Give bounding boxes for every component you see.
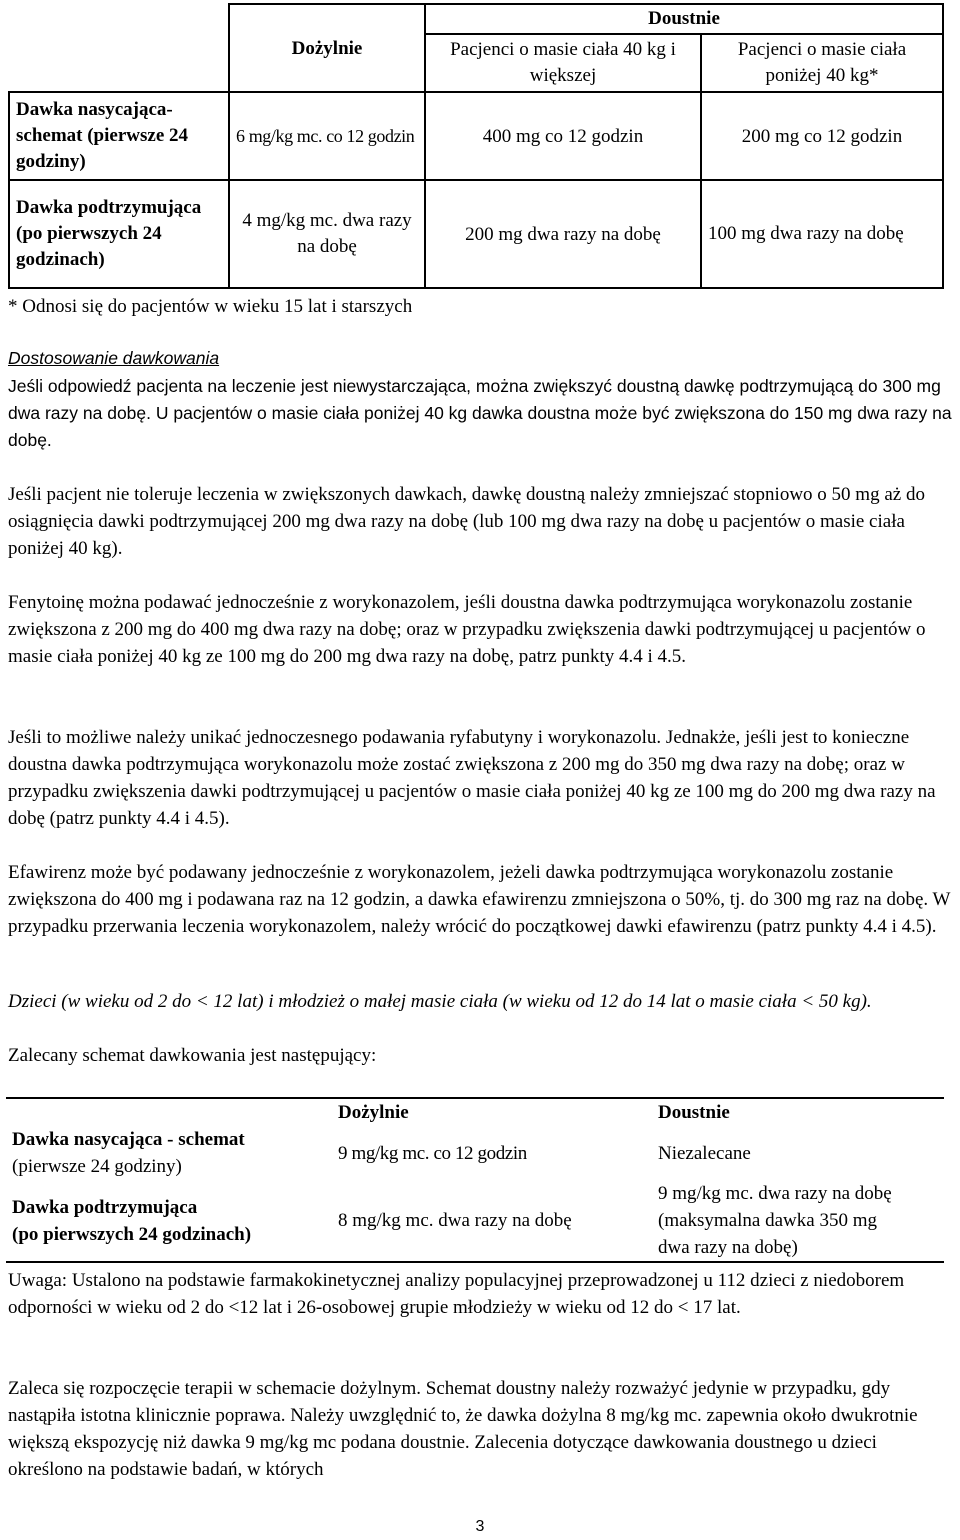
table2-row-loading-label [6,1126,332,1180]
paragraph-children-intro: Zalecany schemat dawkowania jest następujący: [8,1045,377,1066]
table2-empty-corner [6,1098,332,1126]
table1-header-iv: Dożylnie [229,4,425,92]
table1-row-loading-label: Dawka nasycająca-schemat (pierwsze 24 godziny) [9,92,229,180]
table2-row-loading-label-line2: (pierwsze 24 godziny) [12,1156,182,1177]
paragraph-children-heading: Dzieci (w wieku od 2 do < 12 lat) i młodzież o małej masie ciała (w wieku od 12 do 14 lat o masie ciała < 50 kg). [8,991,872,1012]
paragraph-final: Zaleca się rozpoczęcie terapii w schemacie dożylnym. Schemat doustny należy rozważyć jedynie w przypadku, gdy nastąpiła istotna klinicznie poprawa. Należy uwzględnić to, że dawka dożylna 8 mg/kg mc. zapewnia około dwukrotnie większą ekspozycję niż dawka 9 mg/kg mc podana doustnie. Zalecenia dotyczące dawkowania doustnego u dzieci określono na podstawie badań, w których [8,1378,918,1480]
table1-row-loading-iv: 6 mg/kg mc. co 12 godzin [229,92,425,180]
table2-row-maintenance-label-line1: Dawka podtrzymująca [12,1196,198,1218]
paragraph-note: Uwaga: Ustalono na podstawie farmakokinetycznej analizy populacyjnej przeprowadzonej u 112 dzieci z niedoborem odporności w wieku od 2 do <12 lat i 26-osobowej grupie młodzieży w wieku od 12 do < 17 lat. [8,1270,905,1318]
table1-row-maintenance-iv: 4 mg/kg mc. dwa razy na dobę [229,180,425,288]
table2-row-maintenance-oral [652,1180,944,1262]
paragraph-efavirenz: Efawirenz może być podawany jednocześnie z worykonazolem, jeżeli dawka podtrzymująca worykonazolu zostanie zwiększona do 400 mg i podawana raz na 12 godzin, a dawka efawirenzu zmniejszona o 50%, tj. do 300 mg raz na dobę. W przypadku przerwania leczenia worykonazolem, należy wrócić do początkowej dawki efawirenzu (patrz punkty 4.4 i 4.5). [8,862,951,937]
paragraph-phenytoin: Fenytoinę można podawać jednocześnie z worykonazolem, jeśli doustna dawka podtrzymująca worykonazolu zostanie zwiększona z 200 mg do 400 mg dwa razy na dobę; oraz w przypadku zwiększenia dawki podtrzymującej u pacjentów o masie ciała poniżej 40 kg ze 100 mg do 200 mg dwa razy na dobę, patrz punkty 4.4 i 4.5. [8,592,926,667]
table1-empty-corner [9,4,229,92]
table2-header-iv: Dożylnie [332,1098,652,1126]
table1-row-maintenance-oral-over40: 200 mg dwa razy na dobę [425,180,701,288]
table2-header-oral: Doustnie [652,1098,944,1126]
table2-row-loading-label-line1: Dawka nasycająca - schemat [12,1129,245,1150]
table2-row-maintenance-oral-line1: 9 mg/kg mc. dwa razy na dobę [658,1183,892,1204]
table1-row-loading-oral-over40: 400 mg co 12 godzin [425,92,701,180]
page-number: 3 [475,1518,485,1535]
table2-row-loading-iv: 9 mg/kg mc. co 12 godzin [338,1142,527,1164]
table1-header-oral: Doustnie [425,4,943,34]
table1-row-maintenance-oral-under40: 100 mg dwa razy na dobę [701,180,943,288]
table2-row-maintenance-oral-line2: (maksymalna dawka 350 mg [658,1210,877,1231]
table1-header-over40: Pacjenci o masie ciała 40 kg i większej [425,34,701,92]
adult-dosing-table [8,3,944,289]
paragraph-rifabutin: Jeśli to możliwe należy unikać jednoczesnego podawania ryfabutyny i worykonazolu. Jednakże, jeśli jest to konieczne doustna dawka podtrzymująca worykonazolu może zostać zwiększona z 200 mg do 350 mg dwa razy na dobę; oraz w przypadku zwiększenia dawki podtrzymującej u pacjentów o masie ciała poniżej 40 kg ze 100 mg do 200 mg dwa razy na dobę (patrz punkty 4.4 i 4.5). [8,727,936,829]
paragraph-dose-increase: Jeśli odpowiedź pacjenta na leczenie jest niewystarczająca, można zwiększyć doustną dawkę podtrzymującą do 300 mg dwa razy na dobę. U pacjentów o masie ciała poniżej 40 kg dawka doustna może być zwiększona do 150 mg dwa razy na dobę. [8,376,952,450]
paragraph-dose-reduction: Jeśli pacjent nie toleruje leczenia w zwiększonych dawkach, dawkę doustną należy zmniejszać stopniowo o 50 mg aż do osiągnięcia dawki podtrzymującej 200 mg dwa razy na dobę (lub 100 mg dwa razy na dobę u pacjentów o masie ciała poniżej 40 kg). [8,484,925,559]
table2-row-loading-oral: Niezalecane [658,1142,751,1164]
pediatric-dosing-table [6,1097,944,1263]
section-title: Dostosowanie dawkowania [8,348,220,368]
table1-row-maintenance-label: Dawka podtrzymująca (po pierwszych 24 godzinach) [9,180,229,288]
table2-row-maintenance-iv: 8 mg/kg mc. dwa razy na dobę [332,1180,652,1262]
table1-row-loading-oral-under40: 200 mg co 12 godzin [701,92,943,180]
table2-row-maintenance-oral-line3: dwa razy na dobę) [658,1237,798,1258]
table1-header-under40: Pacjenci o masie ciała poniżej 40 kg* [701,34,943,92]
table2-row-maintenance-label-line2: (po pierwszych 24 godzinach) [12,1223,252,1245]
table1-footnote: * Odnosi się do pacjentów w wieku 15 lat i starszych [8,296,413,317]
table2-row-maintenance-label [6,1180,332,1262]
